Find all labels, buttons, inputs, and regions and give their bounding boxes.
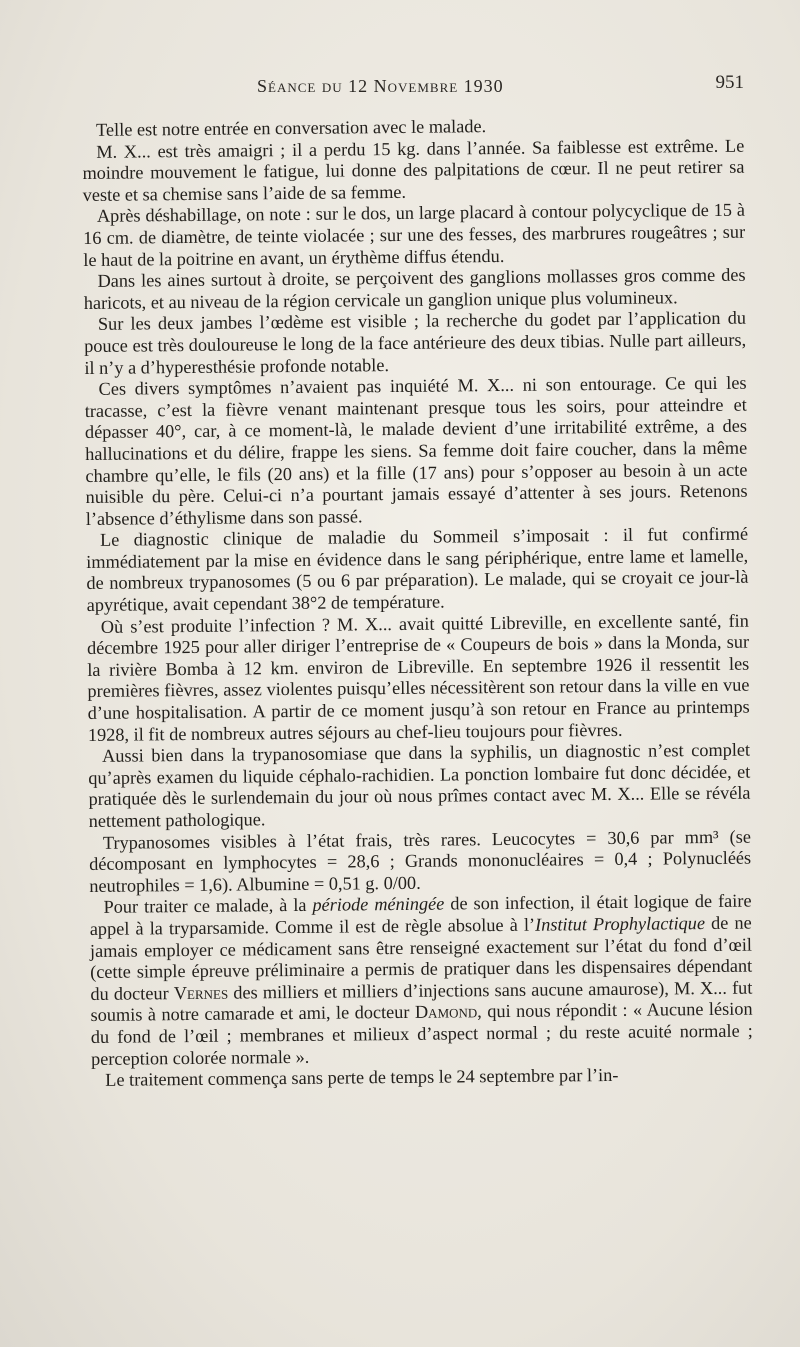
paragraph xyxy=(89,891,753,1070)
paragraph: Où s’est produite l’infection ? M. X... avait quitté Libreville, en excellente santé, fin décembre 1925 pour aller diriger l’entreprise de « Coupeurs de bois » dans la Monda, sur la rivière Bomba à 12 km. environ de Libreville. En septembre 1926 il ressentit les premières fièvres, assez violentes puisqu’elles nécessitèrent son retour dans la ville en vue d’une hospitalisation. A partir de ce moment jusqu’à son retour en France au printemps 1928, il fit de nombreux autres séjours au chef-lieu toujours pour fièvres. xyxy=(86,610,750,745)
body-text xyxy=(82,114,753,1092)
page-number: 951 xyxy=(715,72,744,93)
italic-term: Institut Prophylactique xyxy=(534,913,706,935)
running-header xyxy=(82,64,744,106)
italic-term: période méningée xyxy=(312,893,445,916)
paragraph-text: , qui nous répondit : « Aucune lésion du fond de l’œil ; membranes et milieux d’aspect normal ; du reste acuité normale ; perception colorée normale ». xyxy=(90,998,753,1069)
header-title: Séance du 12 Novembre 1930 xyxy=(257,76,504,96)
paragraph: M. X... est très amaigri ; il a perdu 15 kg. dans l’année. Sa faiblesse est extrême. Le moindre mouvement le fatigue, lui donne des palpitations de cœur. Il ne peut retirer sa veste et sa chemise sans l’aide de sa femme. xyxy=(82,135,745,205)
paragraph: Le traitement commença sans perte de temps le 24 septembre par l’in- xyxy=(105,1065,619,1090)
paragraph: Dans les aines surtout à droite, se perçoivent des ganglions mollasses gros comme des haricots, et au niveau de la région cervicale un ganglion unique plus volumineux. xyxy=(83,264,746,313)
paragraph-text: de ne jamais employer ce médicament sans être renseigné exactement sur l’état du fond d’œil (cette simple épreuve préliminaire a permis de pratiquer dans les dispensaires dépendant du docteur xyxy=(89,912,753,1004)
paragraph-text: Pour traiter ce malade, à la xyxy=(103,895,313,918)
person-name: Vernes xyxy=(173,982,229,1003)
person-name: Damond xyxy=(414,1001,478,1023)
paragraph: Le diagnostic clinique de maladie du Sommeil s’imposait : il fut confirmé immédiatement par la mise en évidence dans le sang périphérique, entre lame et lamelle, de nombreux trypanosomes (5 ou 6 par préparation). Le malade, qui se croyait ce jour-là apyrétique, avait cependant 38°2 de température. xyxy=(86,523,749,616)
paragraph-text: de son infection, il était logique de faire appel à la tryparsamide. Comme il est de règle absolue à l’ xyxy=(89,890,752,939)
paragraph: Après déshabillage, on note : sur le dos, un large placard à contour polycyclique de 15 à 16 cm. de diamètre, de teinte violacée ; sur une des fesses, des marbrures rougeâtres ; sur le haut de la poitrine en avant, un érythème diffus étendu. xyxy=(83,200,746,270)
paragraph: Telle est notre entrée en conversation avec le malade. xyxy=(95,116,487,140)
paragraph: Aussi bien dans la trypanosomiase que dans la syphilis, un diagnostic n’est complet qu’après examen du liquide céphalo-rachidien. La ponction lombaire fut donc décidée, et pratiquée dès le surlendemain du jour où nous prîmes contact avec M. X... Elle se révéla nettement pathologique. xyxy=(88,739,751,831)
paragraph: Ces divers symptômes n’avaient pas inquiété M. X... ni son entourage. Ce qui les tracasse, c’est la fièvre venant maintenant presque tous les soirs, pour atteindre et dépasser 40°, car, à ce moment-là, le malade devient d’une irritabilité extrême, a des hallucinations et du délire, frappe les siens. Sa femme doit faire coucher, dans la même chambre qu’elle, le fils (20 ans) et la fille (17 ans) pour s’opposer au besoin à un acte nuisible du père. Celui-ci n’a pourtant jamais essayé d’attenter à ses jours. Retenons l’absence d’éthylisme dans son passé. xyxy=(84,372,748,529)
paragraph-text: des milliers et milliers d’injections sans aucune amaurose), M. X... fut soumis à notre camarade et ami, le docteur xyxy=(90,977,753,1026)
paragraph: Trypanosomes visibles à l’état frais, très rares. Leucocytes = 30,6 par mm³ (se décomposant en lymphocytes = 28,6 ; Grands mononucléaires = 0,4 ; Polynucléés neutrophiles = 1,6). Albumine = 0,51 g. 0/00. xyxy=(89,826,752,896)
paragraph: Sur les deux jambes l’œdème est visible ; la recherche du godet par l’application du pouce est très douloureuse le long de la face antérieure des deux tibias. Nulle part ailleurs, il n’y a d’hyperesthésie profonde notable. xyxy=(84,307,747,378)
